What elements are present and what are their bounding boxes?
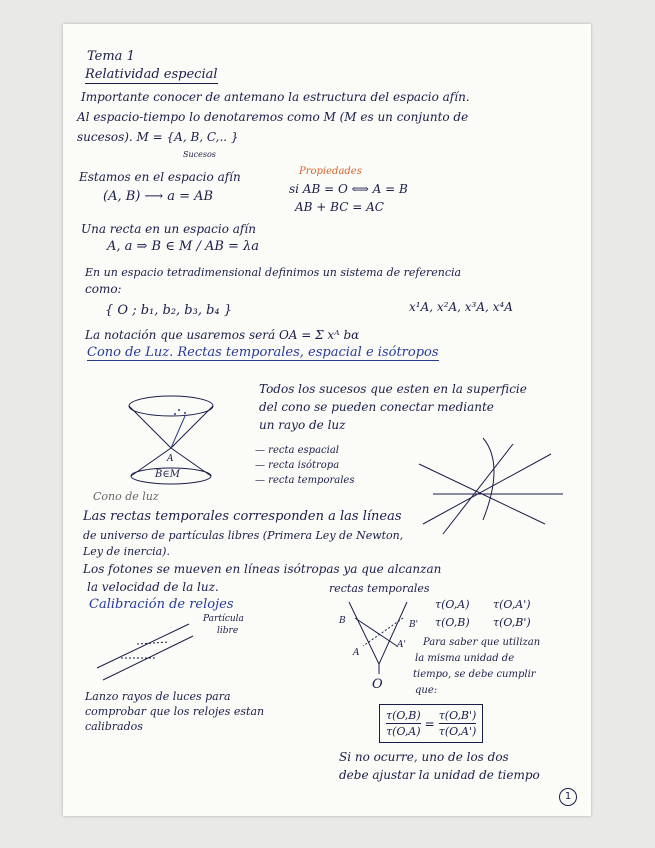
frac-eq: =	[424, 716, 435, 731]
tetra-line-2: como:	[85, 282, 122, 296]
intro-line-2: Al espacio-tiempo lo denotaremos como M (M es un conjunto de	[77, 110, 469, 124]
intro-line-1: Importante conocer de antemano la estructura del espacio afín.	[81, 90, 470, 104]
page-number: 1	[559, 788, 577, 806]
cone-caption: Cono de luz	[93, 490, 159, 503]
temporales-5: la velocidad de la luz.	[87, 580, 219, 594]
sucesos-note: Sucesos	[183, 150, 216, 159]
propiedades-line-2: AB + BC = AC	[295, 200, 384, 214]
cone-desc-2: del cono se pueden conectar mediante	[259, 400, 494, 414]
propiedades-label: Propiedades	[299, 166, 362, 177]
tau-oa: τ(O,A)	[435, 598, 470, 611]
affine-line-1: Estamos en el espacio afín	[79, 170, 241, 184]
rectas-title: rectas temporales	[329, 582, 430, 595]
fraction-box	[379, 704, 483, 743]
rectas-note-3: tiempo, se debe cumplir	[413, 669, 536, 680]
tema-label: Tema 1	[87, 49, 135, 64]
tetra-basis: { O ; b₁, b₂, b₃, b₄ }	[105, 303, 233, 318]
cone-label-b: B∈M	[155, 469, 180, 480]
label-ap: A'	[397, 640, 406, 650]
rectas-note-2: la misma unidad de	[415, 653, 515, 664]
frac-n2: τ(O,B')	[438, 709, 477, 722]
recta-line-2: A, a ⇒ B ∈ M / AB = λa	[107, 239, 260, 254]
frac-d2: τ(O,A')	[438, 725, 477, 738]
temporales-4: Los fotones se mueven en líneas isótropas ya que alcanzan	[83, 562, 442, 576]
temporales-1: Las rectas temporales corresponden a las líneas	[83, 509, 402, 524]
affine-line-2: (A, B) ⟶ a = AB	[103, 189, 214, 204]
label-b: B	[339, 616, 346, 626]
frac-n1: τ(O,B)	[386, 709, 421, 722]
calibracion-note-3: calibrados	[85, 720, 143, 733]
label-a: A	[353, 648, 360, 658]
label-bp: B'	[409, 620, 419, 630]
calibracion-note-2: comprobar que los relojes estan	[85, 705, 265, 718]
temporales-3: Ley de inercia).	[83, 545, 170, 558]
temporales-2: de universo de partículas libres (Primera Ley de Newton,	[83, 529, 404, 542]
tau-ob: τ(O,B)	[435, 616, 470, 629]
section-title: Cono de Luz. Rectas temporales, espacial e isótropos	[87, 345, 439, 360]
cone-label-a: A	[167, 454, 174, 464]
tau-oap: τ(O,A')	[493, 598, 531, 611]
cone-desc-3: un rayo de luz	[259, 418, 346, 432]
tetra-line-1: En un espacio tetradimensional definimos un sistema de referencia	[85, 266, 462, 279]
recta-line-1: Una recta en un espacio afín	[81, 222, 256, 236]
cone-list-3: — recta temporales	[255, 475, 355, 486]
particle-label-2: libre	[217, 626, 239, 636]
propiedades-line-1: si AB = O ⟺ A = B	[289, 182, 408, 196]
rectas-note-1: Para saber que utilizan	[423, 637, 541, 648]
notebook-page	[63, 24, 591, 816]
closing-1: Si no ocurre, uno de los dos	[339, 750, 509, 764]
intro-line-3: sucesos). M = {A, B, C,.. }	[77, 130, 239, 144]
tetra-coords: x¹A, x²A, x³A, x⁴A	[409, 300, 513, 314]
cone-list-2: — recta isótropa	[255, 460, 340, 471]
frac-bar-2	[439, 723, 477, 724]
frac-d1: τ(O,A)	[386, 725, 421, 738]
particle-label-1: Partícula	[203, 614, 244, 624]
rectas-note-4: que:	[415, 685, 438, 696]
frac-bar-1	[386, 723, 421, 724]
cone-desc-1: Todos los sucesos que esten en la superficie	[259, 382, 527, 396]
label-o: O	[372, 677, 383, 692]
rectas-diagram	[63, 24, 591, 816]
calibracion-title: Calibración de relojes	[89, 597, 234, 612]
cone-list-1: — recta espacial	[255, 445, 340, 456]
closing-2: debe ajustar la unidad de tiempo	[339, 768, 540, 782]
tau-obp: τ(O,B')	[493, 616, 531, 629]
calibracion-note-1: Lanzo rayos de luces para	[85, 690, 231, 703]
tetra-notation: La notación que usaremos será OA = Σ xᴬ bα	[85, 328, 360, 342]
page-title: Relatividad especial	[85, 67, 218, 82]
